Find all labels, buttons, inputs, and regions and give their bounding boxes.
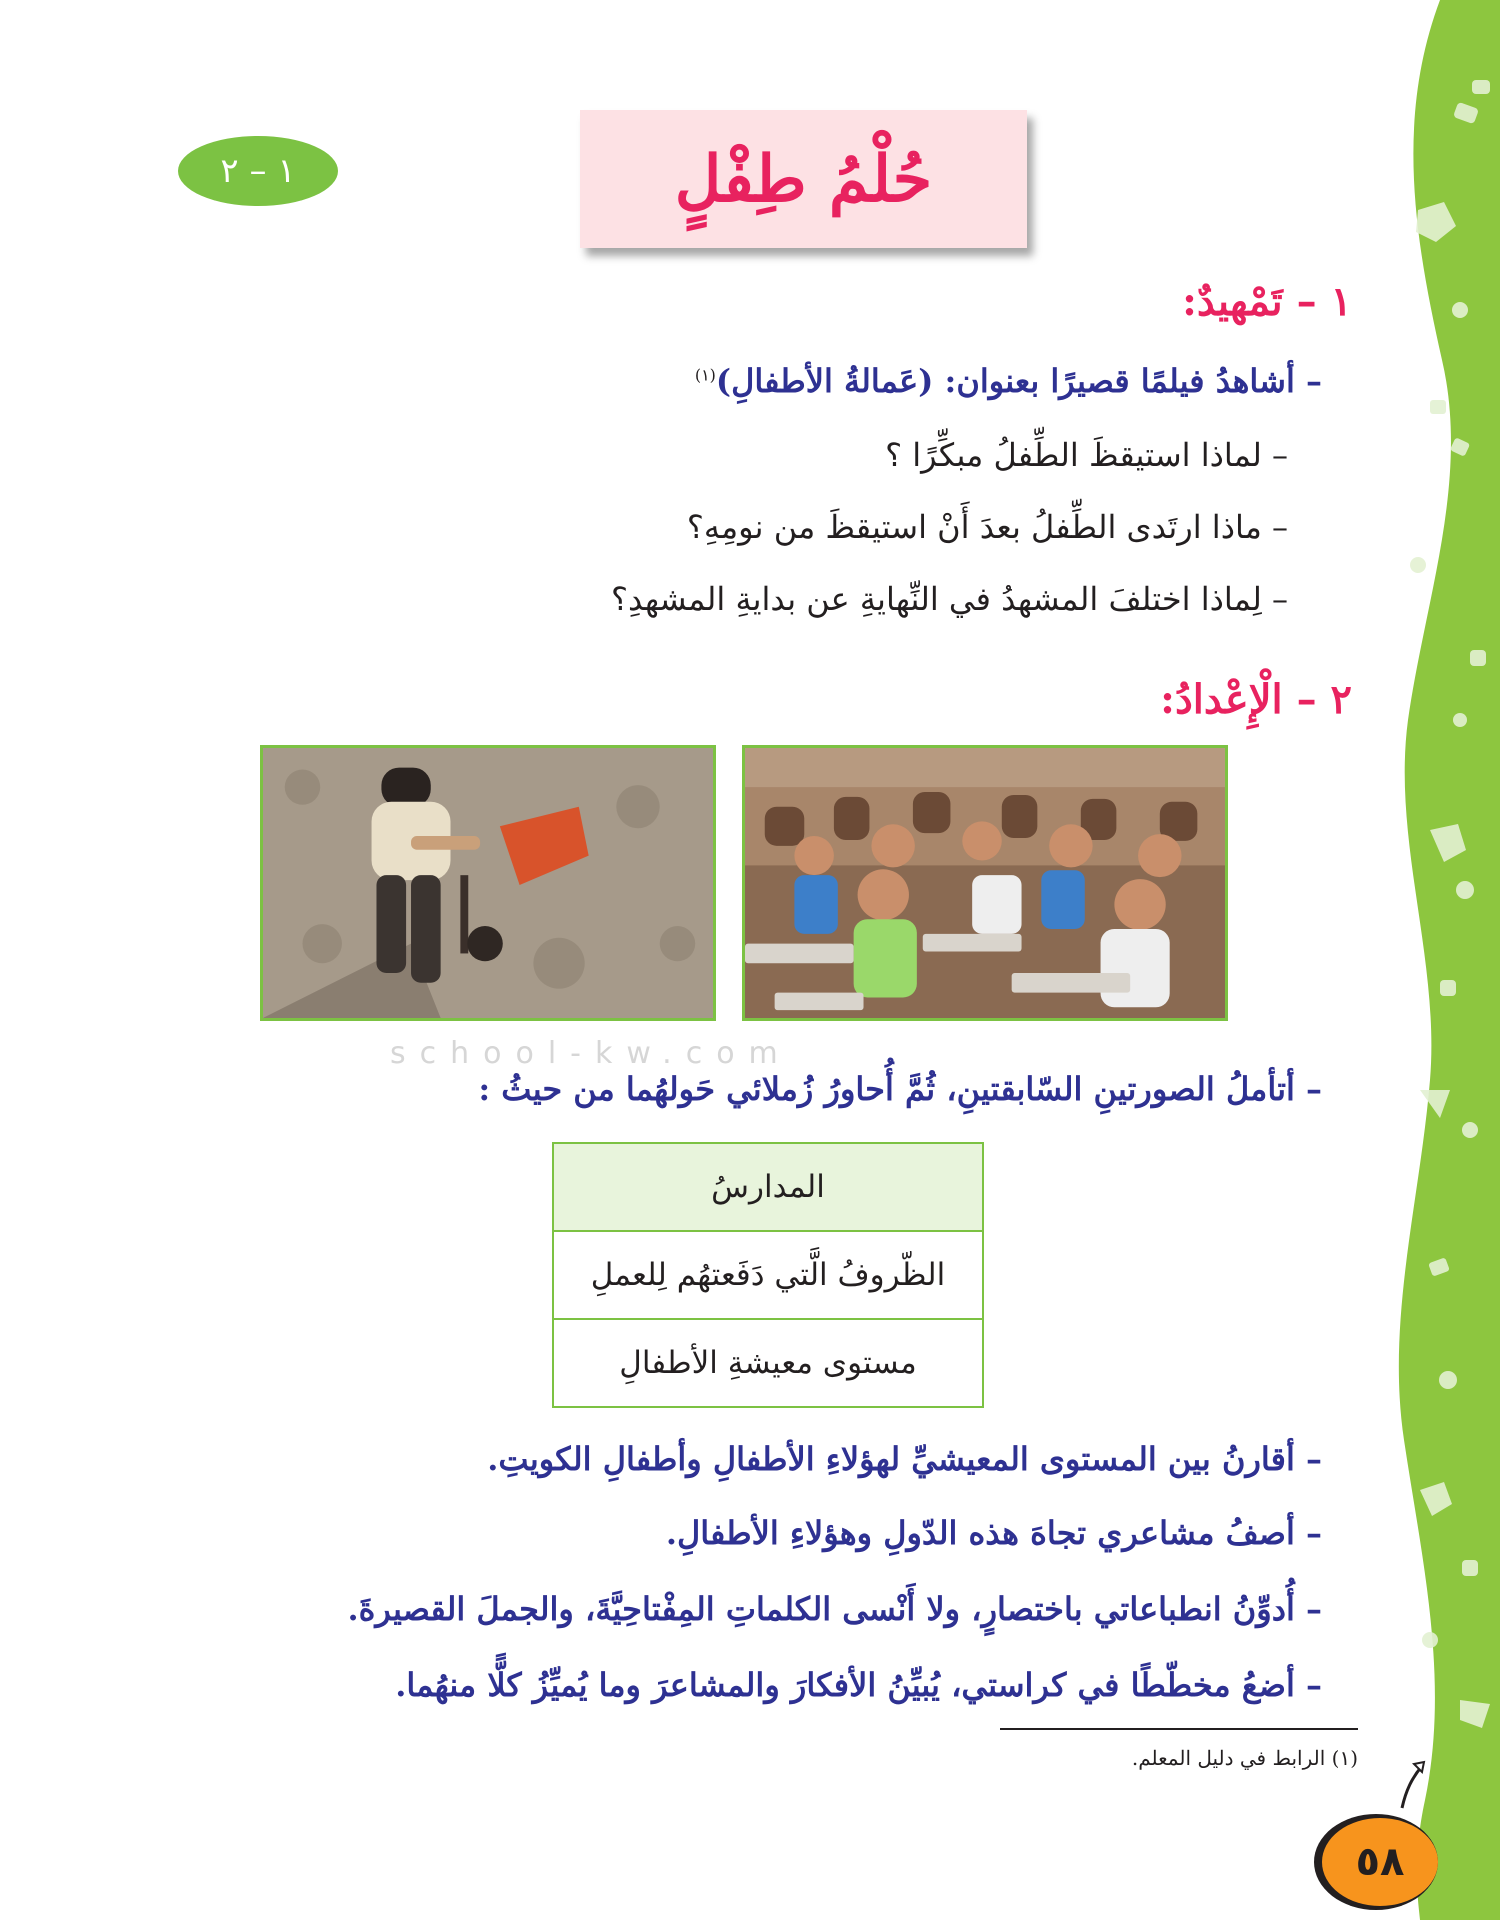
- question-2-text: ماذا ارتَدى الطِّفلُ بعدَ أَنْ استيقظَ من نومِهِ؟: [686, 508, 1262, 546]
- table-cell: المدارسُ: [553, 1143, 983, 1231]
- page-title: حُلْمُ طِفْلٍ: [674, 141, 933, 217]
- task-4-dash: –: [1294, 1666, 1322, 1704]
- question-1-text: لماذا استيقظَ الطِّفلُ مبكِّرًا ؟: [885, 436, 1262, 474]
- task-4: [395, 1666, 1322, 1704]
- question-3: [611, 580, 1288, 618]
- task-2: [666, 1514, 1322, 1552]
- discussion-table: [552, 1142, 984, 1408]
- table-row: [553, 1231, 983, 1319]
- child-labor-photo: [260, 745, 716, 1021]
- lesson-number-badge: ١ – ٢: [178, 136, 338, 206]
- task-2-dash: –: [1294, 1514, 1322, 1552]
- task-3-dash: –: [1294, 1590, 1322, 1628]
- section-1-heading: [1182, 278, 1352, 325]
- watermark: school-kw.com: [390, 1036, 792, 1071]
- section-1-number: ١ –: [1282, 278, 1352, 325]
- task-3: [347, 1590, 1322, 1628]
- question-2-dash: –: [1261, 508, 1288, 546]
- observe-dash: –: [1294, 1070, 1322, 1108]
- question-2: [687, 508, 1288, 546]
- page-number: ٥٨: [1322, 1818, 1438, 1906]
- table-cell: مستوى معيشةِ الأطفالِ: [553, 1319, 983, 1407]
- section-2-title: الْإِعْدادُ:: [1160, 676, 1283, 723]
- observe-line: [478, 1070, 1322, 1108]
- title-box: [580, 110, 1027, 248]
- table-cell: الظّروفُ الَّتي دَفَعتهُم لِلعملِ: [553, 1231, 983, 1319]
- question-3-text: لِماذا اختلفَ المشهدُ في النِّهايةِ عن بدايةِ المشهدِ؟: [611, 580, 1262, 618]
- classroom-photo: [742, 745, 1228, 1021]
- footnote-divider: [1000, 1728, 1358, 1730]
- task-4-text: أضعُ مخطّطًا في كراستي، يُبيِّنُ الأفكارَ والمشاعرَ وما يُميِّزُ كلًّا منهُما.: [395, 1666, 1295, 1704]
- footnote-ref: (١): [694, 365, 716, 385]
- intro-dash: –: [1294, 362, 1322, 400]
- task-1-dash: –: [1294, 1440, 1322, 1478]
- observe-text: أتأملُ الصورتينِ السّابقتينِ، ثُمَّ أُحاورُ زُملائي حَولهُما من حيثُ :: [478, 1070, 1295, 1108]
- question-3-dash: –: [1261, 580, 1288, 618]
- intro-text: أشاهدُ فيلمًا قصيرًا بعنوان: (عَمالةُ الأطفالِ): [715, 362, 1295, 400]
- table-row: [553, 1319, 983, 1407]
- intro-line: [695, 362, 1322, 400]
- section-2-heading: [1160, 676, 1352, 723]
- task-1-text: أقارنُ بين المستوى المعيشيِّ لهؤلاءِ الأطفالِ وأطفالِ الكويتِ.: [487, 1440, 1295, 1478]
- task-2-text: أصفُ مشاعري تجاهَ هذه الدّولِ وهؤلاءِ الأطفالِ.: [665, 1514, 1295, 1552]
- task-1: [487, 1440, 1322, 1478]
- footnote: (١) الرابط في دليل المعلم.: [1131, 1746, 1358, 1770]
- table-row: [553, 1143, 983, 1231]
- page-badge-tail-icon: [1398, 1760, 1426, 1810]
- task-3-text: أُدوِّنُ انطباعاتي باختصارٍ، ولا أَنْسى الكلماتِ المِفْتاحِيَّةَ، والجملَ القصيرةَ.: [347, 1590, 1295, 1628]
- section-2-number: ٢ –: [1282, 676, 1352, 723]
- question-1: [885, 436, 1288, 474]
- section-1-title: تَمْهيدٌ:: [1182, 278, 1283, 325]
- question-1-dash: –: [1261, 436, 1288, 474]
